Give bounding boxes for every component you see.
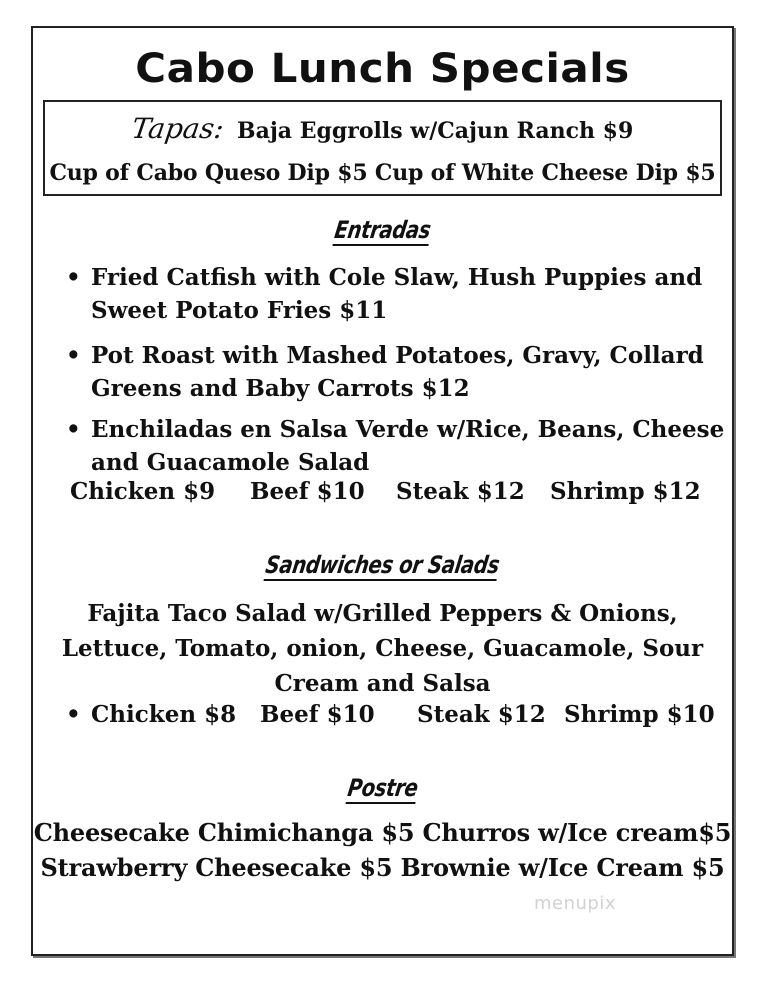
price-beef: Beef $10 [250, 478, 365, 505]
tapas-line-2: Cup of Cabo Queso Dip $5 Cup of White Cheese Dip $5 [49, 160, 716, 186]
salad-price-chicken: Chicken $8 [91, 701, 237, 728]
price-steak: Steak $12 [396, 478, 525, 505]
taco-salad-description: Fajita Taco Salad w/Grilled Peppers & Onions, Lettuce, Tomato, onion, Cheese, Guacamole, Sour Cream and Salsa [61, 600, 704, 697]
watermark: menupix [534, 893, 617, 914]
postre-heading: Postre [0, 774, 765, 804]
salad-price-row [66, 701, 726, 735]
entradas-heading: Entradas [0, 216, 765, 246]
bullet: • [66, 416, 81, 443]
price-chicken: Chicken $9 [70, 478, 216, 505]
entrada-item-pot-roast: • Pot Roast with Mashed Potatoes, Gravy, Collard Greens and Baby Carrots $12 [66, 339, 726, 405]
sandwiches-heading: Sandwiches or Salads [0, 551, 765, 581]
tapas-line-1 [0, 112, 765, 145]
enchilada-price-row [70, 478, 710, 512]
salad-price-beef: Beef $10 [260, 701, 375, 728]
entrada-item-enchiladas: • Enchiladas en Salsa Verde w/Rice, Beans, Cheese and Guacamole Salad [66, 413, 726, 479]
salad-price-shrimp: Shrimp $10 [564, 701, 715, 728]
entrada-item-catfish: • Fried Catfish with Cole Slaw, Hush Puppies and Sweet Potato Fries $11 [66, 261, 726, 327]
bullet: • [66, 264, 81, 291]
bullet: • [66, 701, 81, 728]
menu-title: Cabo Lunch Specials [135, 46, 630, 92]
dessert-line-2: Strawberry Cheesecake $5 Brownie w/Ice Cream $5 [40, 853, 725, 882]
dessert-line-1: Cheesecake Chimichanga $5 Churros w/Ice cream$5 [33, 818, 732, 847]
tapas-item-eggrolls: Baja Eggrolls w/Cajun Ranch $9 [236, 118, 634, 144]
price-shrimp: Shrimp $12 [550, 478, 701, 505]
salad-price-steak: Steak $12 [417, 701, 546, 728]
tapas-label: Tapas: [129, 112, 226, 145]
bullet: • [66, 342, 81, 369]
